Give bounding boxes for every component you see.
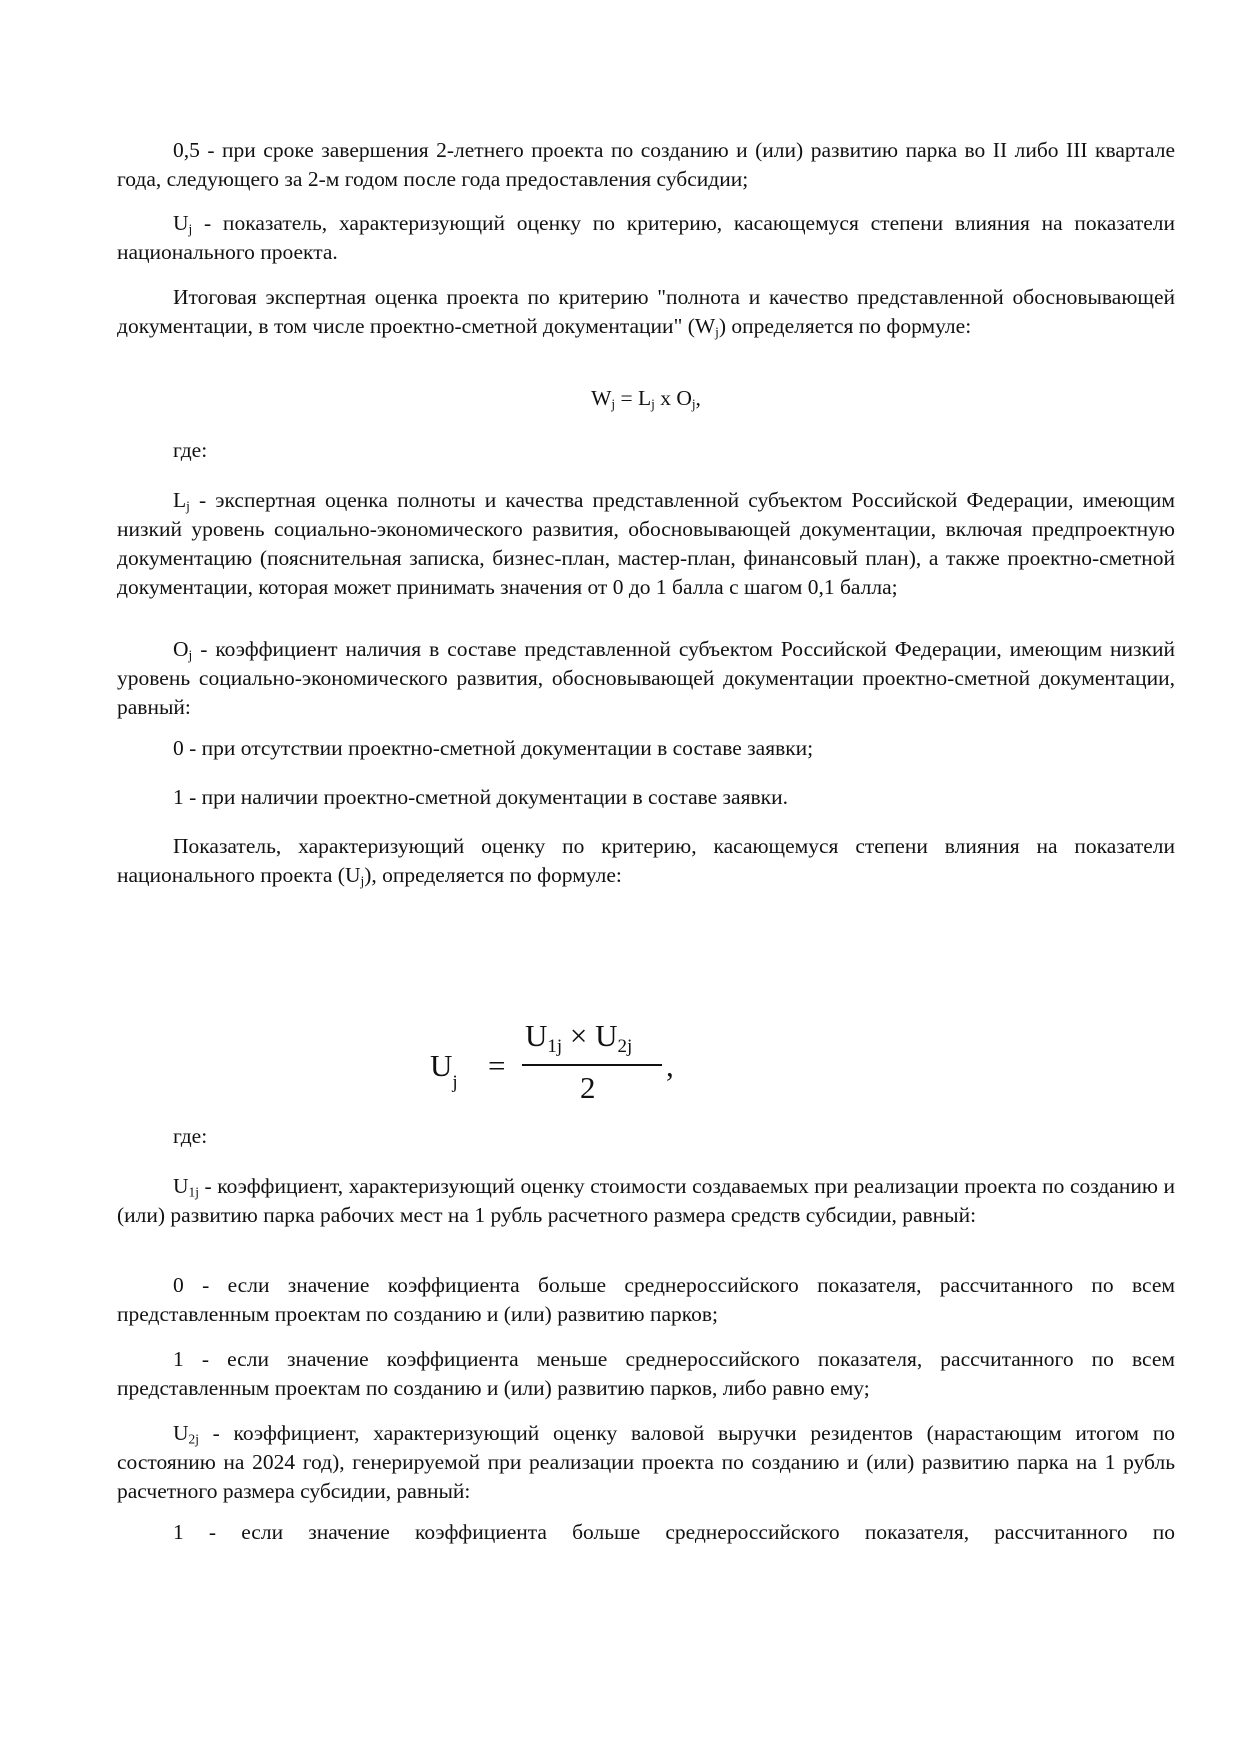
subscript: j: [452, 1072, 458, 1093]
formula-operator: ×: [562, 1018, 596, 1053]
subscript: 1j: [188, 1184, 199, 1200]
symbol-u: U: [173, 1174, 189, 1198]
symbol-o: O: [173, 637, 189, 661]
subscript: j: [611, 396, 616, 412]
subscript: j: [691, 396, 696, 412]
paragraph-text: - коэффициент, характеризующий оценку стоимости создаваемых при реализации проекта по созданию и (или) развитию парка рабочих мест на 1 рубль расчетного размера средств субсидии, равный:: [117, 1174, 1175, 1227]
subscript: 1j: [547, 1036, 563, 1057]
paragraph-u1j-1: [117, 1345, 1175, 1403]
paragraph-text: 0 - если значение коэффициента больше среднероссийского показателя, рассчитанного по всем представленным проектам по созданию и (или) развитию парков;: [117, 1273, 1175, 1326]
formula-punct: ,: [695, 386, 701, 410]
subscript: 2j: [188, 1431, 199, 1447]
paragraph-text: 1 - если значение коэффициента больше среднероссийского показателя, рассчитанного по: [173, 1520, 1175, 1544]
subscript: j: [188, 221, 193, 237]
paragraph-u2j-definition: [117, 1419, 1175, 1506]
paragraph-wj-intro: [117, 283, 1175, 341]
paragraph-0-5-deadline: [117, 136, 1175, 194]
formula-lhs: [430, 1048, 458, 1093]
subscript: j: [188, 647, 193, 663]
formula-operator: =: [488, 1048, 506, 1083]
subscript: j: [360, 873, 365, 889]
formula-uj: [430, 1018, 730, 1118]
formula-symbol: L: [637, 386, 652, 410]
formula-operator: =: [615, 386, 638, 410]
paragraph-u1j-definition: [117, 1172, 1175, 1230]
formula-symbol: W: [591, 386, 612, 410]
symbol-u: U: [173, 211, 189, 235]
formula-symbol: U: [430, 1048, 453, 1083]
symbol-u: U: [173, 1421, 189, 1445]
paragraph-text: - коэффициент, характеризующий оценку валовой выручки резидентов (нарастающим итогом по состоянию на 2024 год), генерируемой при реализации проекта по созданию и (или) развитию парка на 1 рубль расчетного размера субсидии, равный:: [117, 1421, 1175, 1503]
paragraph-text: 1 - если значение коэффициента меньше среднероссийского показателя, рассчитанного по всем представленным проектам по созданию и (или) развитию парков, либо равно ему;: [117, 1347, 1175, 1400]
where-label-2: [117, 1122, 1175, 1151]
paragraph-oj-definition: [117, 635, 1175, 722]
subscript: j: [715, 324, 719, 340]
formula-symbol: U: [595, 1018, 618, 1053]
paragraph-text: ), определяется по формуле:: [364, 863, 622, 887]
formula-wj: [117, 384, 1175, 413]
symbol-l: L: [173, 488, 187, 512]
formula-symbol: U: [525, 1018, 548, 1053]
paragraph-text: где:: [173, 1124, 208, 1148]
paragraph-text: - экспертная оценка полноты и качества представленной субъектом Российской Федерации, имеющим низкий уровень социально-экономического развития, обосновывающей документации, включая предпроектную документацию (пояснительная записка, бизнес-план, мастер-план, финансовый план), а также проектно-сметной документации, которая может принимать значения от 0 до 1 балла с шагом 0,1 балла;: [117, 488, 1175, 599]
paragraph-text: 1 - при наличии проектно-сметной документации в составе заявки.: [173, 785, 788, 809]
paragraph-u2j-1: [117, 1518, 1175, 1547]
formula-symbol: O: [676, 386, 692, 410]
subscript: j: [651, 396, 655, 412]
formula-denominator: 2: [580, 1070, 596, 1105]
paragraph-text: 0 - при отсутствии проектно-сметной документации в составе заявки;: [173, 736, 814, 760]
paragraph-text: Показатель, характеризующий оценку по критерию, касающемуся степени влияния на показатели национального проекта (U: [117, 834, 1175, 887]
fraction-bar: [522, 1064, 662, 1066]
paragraph-uj-definition: [117, 209, 1175, 267]
subscript: 2j: [617, 1036, 633, 1057]
paragraph-oj-0: [117, 734, 1175, 763]
formula-operator: x: [654, 386, 677, 410]
paragraph-lj-definition: [117, 486, 1175, 602]
paragraph-text: ) определяется по формуле:: [718, 314, 972, 338]
paragraph-text: - показатель, характеризующий оценку по критерию, касающемуся степени влияния на показатели национального проекта.: [117, 211, 1175, 264]
paragraph-uj-intro: [117, 832, 1175, 890]
paragraph-text: где:: [173, 438, 208, 462]
paragraph-text: Итоговая экспертная оценка проекта по критерию "полнота и качество представленной обосновывающей документации, в том числе проектно-сметной документации" (W: [117, 285, 1175, 338]
paragraph-u1j-0: [117, 1271, 1175, 1329]
paragraph-oj-1: [117, 783, 1175, 812]
formula-punct: ,: [666, 1048, 674, 1083]
paragraph-text: - коэффициент наличия в составе представленной субъектом Российской Федерации, имеющим низкий уровень социально-экономического развития, обосновывающей документации проектно-сметной документации, равный:: [117, 637, 1175, 719]
subscript: j: [186, 498, 190, 514]
paragraph-text: 0,5 - при сроке завершения 2-летнего проекта по созданию и (или) развитию парка во II либо III квартале года, следующего за 2-м годом после года предоставления субсидии;: [117, 138, 1175, 191]
formula-numerator: [525, 1018, 633, 1057]
where-label-1: [117, 436, 1175, 465]
